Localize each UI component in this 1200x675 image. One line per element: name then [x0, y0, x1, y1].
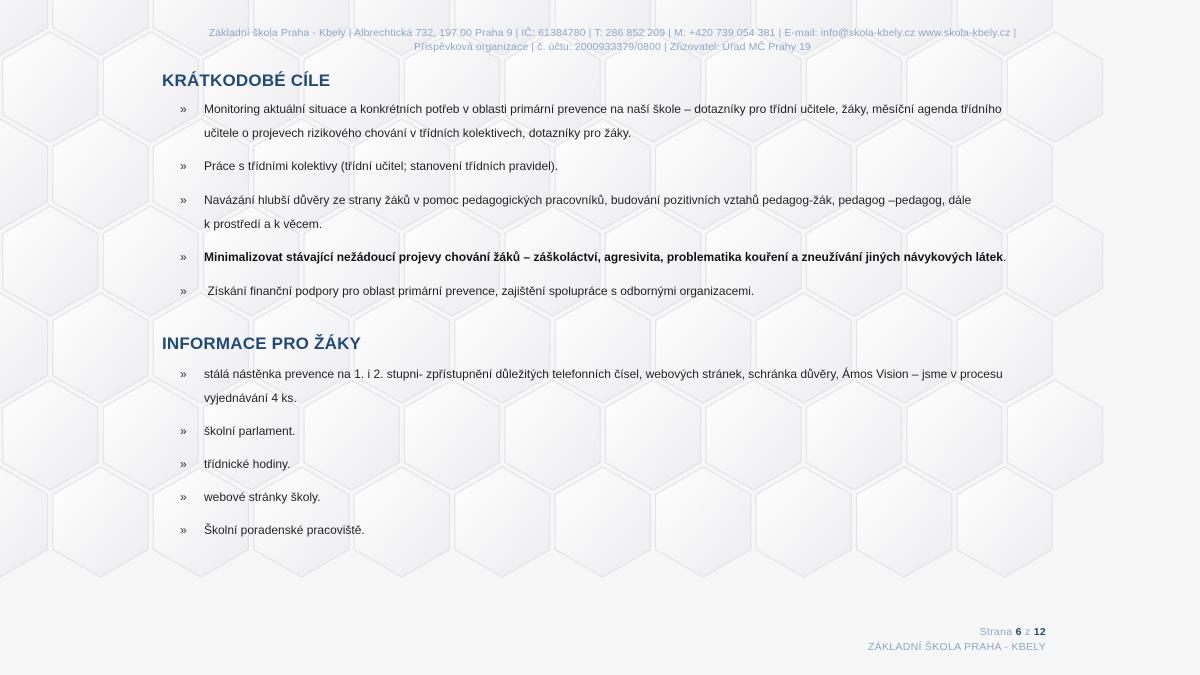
letterhead-line-1: Základní škola Praha - Kbely | Albrechtická 732, 197 00 Praha 9 | IČ: 61384780 | T: 286 852 209 | M: +420 739 054 381 | E-mail: info@skola-kbely.cz www.skola-kbely.cz | [208, 27, 1017, 39]
bullet-icon: » [180, 102, 187, 116]
section-title-student-info: INFORMACE PRO ŽÁKY [162, 334, 362, 353]
page-footer [868, 625, 1046, 655]
list-item-text-bold: Minimalizovat stávající nežádoucí projevy chování žáků – záškoláctví, agresivita, problematika kouření a zneužívání jiných návykových látek [204, 250, 1003, 264]
list-item-text-line-1: třídnické hodiny. [204, 457, 291, 471]
list-item-text-line-2: k prostředí a k věcem. [204, 217, 323, 231]
list-item-text-line-1: Navázání hlubší důvěry ze strany žáků v pomoc pedagogických pracovníků, budování pozitivních vztahů pedagog-žák, pedagog –pedagog, dále [204, 193, 972, 207]
letterhead-line-2: Příspěvková organizace | č. účtu: 2000933379/0800 | Zřizovatel: Úřad MČ Prahy 19 [414, 40, 811, 53]
bullet-icon: » [180, 284, 187, 298]
list-item-text-line-1: Práce s třídními kolektivy (třídní učitel; stanovení třídních pravidel). [204, 159, 559, 173]
section-title-short-term-goals: KRÁTKODOBÉ CÍLE [162, 71, 331, 90]
bullet-icon: » [180, 159, 187, 173]
bullet-icon: » [180, 193, 187, 207]
list-item-text-line-2: vyjednávání 4 ks. [204, 391, 297, 405]
list-item-text-line-1: stálá nástěnka prevence na 1. i 2. stupni- zpřístupnění důležitých telefonních čísel, webových stránek, schránka důvěry, Ámos Vision – jsme v procesu [204, 367, 1003, 381]
page-word: Strana [979, 626, 1013, 638]
bullet-icon: » [180, 250, 187, 264]
list-item-text-line-1: webové stránky školy. [204, 490, 321, 504]
bullet-icon: » [180, 523, 187, 537]
page-current: 6 [1015, 626, 1022, 638]
page-of: z [1024, 626, 1031, 638]
page-total: 12 [1033, 626, 1046, 638]
bullet-icon: » [180, 490, 187, 504]
bullet-icon: » [180, 367, 187, 381]
list-item-text-line-1: Získání finanční podpory pro oblast primární prevence, zajištění spolupráce s odbornými organizacemi. [204, 284, 755, 298]
bullet-icon: » [180, 424, 187, 438]
page-number [868, 625, 1046, 640]
bullet-icon: » [180, 457, 187, 471]
list-item-text-period: . [1002, 250, 1007, 264]
list-item-text-line-2: učitele o projevech rizikového chování v třídních kolektivech, dotazníky pro žáky. [204, 126, 632, 140]
list-item-text-line-1: Monitoring aktuální situace a konkrétních potřeb v oblasti primární prevence na naší škole – dotazníky pro třídní učitele, žáky, měsíční agenda třídního [204, 102, 1002, 116]
list-item-text-line-1: školní parlament. [204, 424, 296, 438]
footer-school-name: ZÁKLADNÍ ŠKOLA PRAHA - KBELY [867, 641, 1046, 653]
list-item-text-line-1: Školní poradenské pracoviště. [204, 523, 365, 537]
letterhead [140, 27, 1085, 54]
